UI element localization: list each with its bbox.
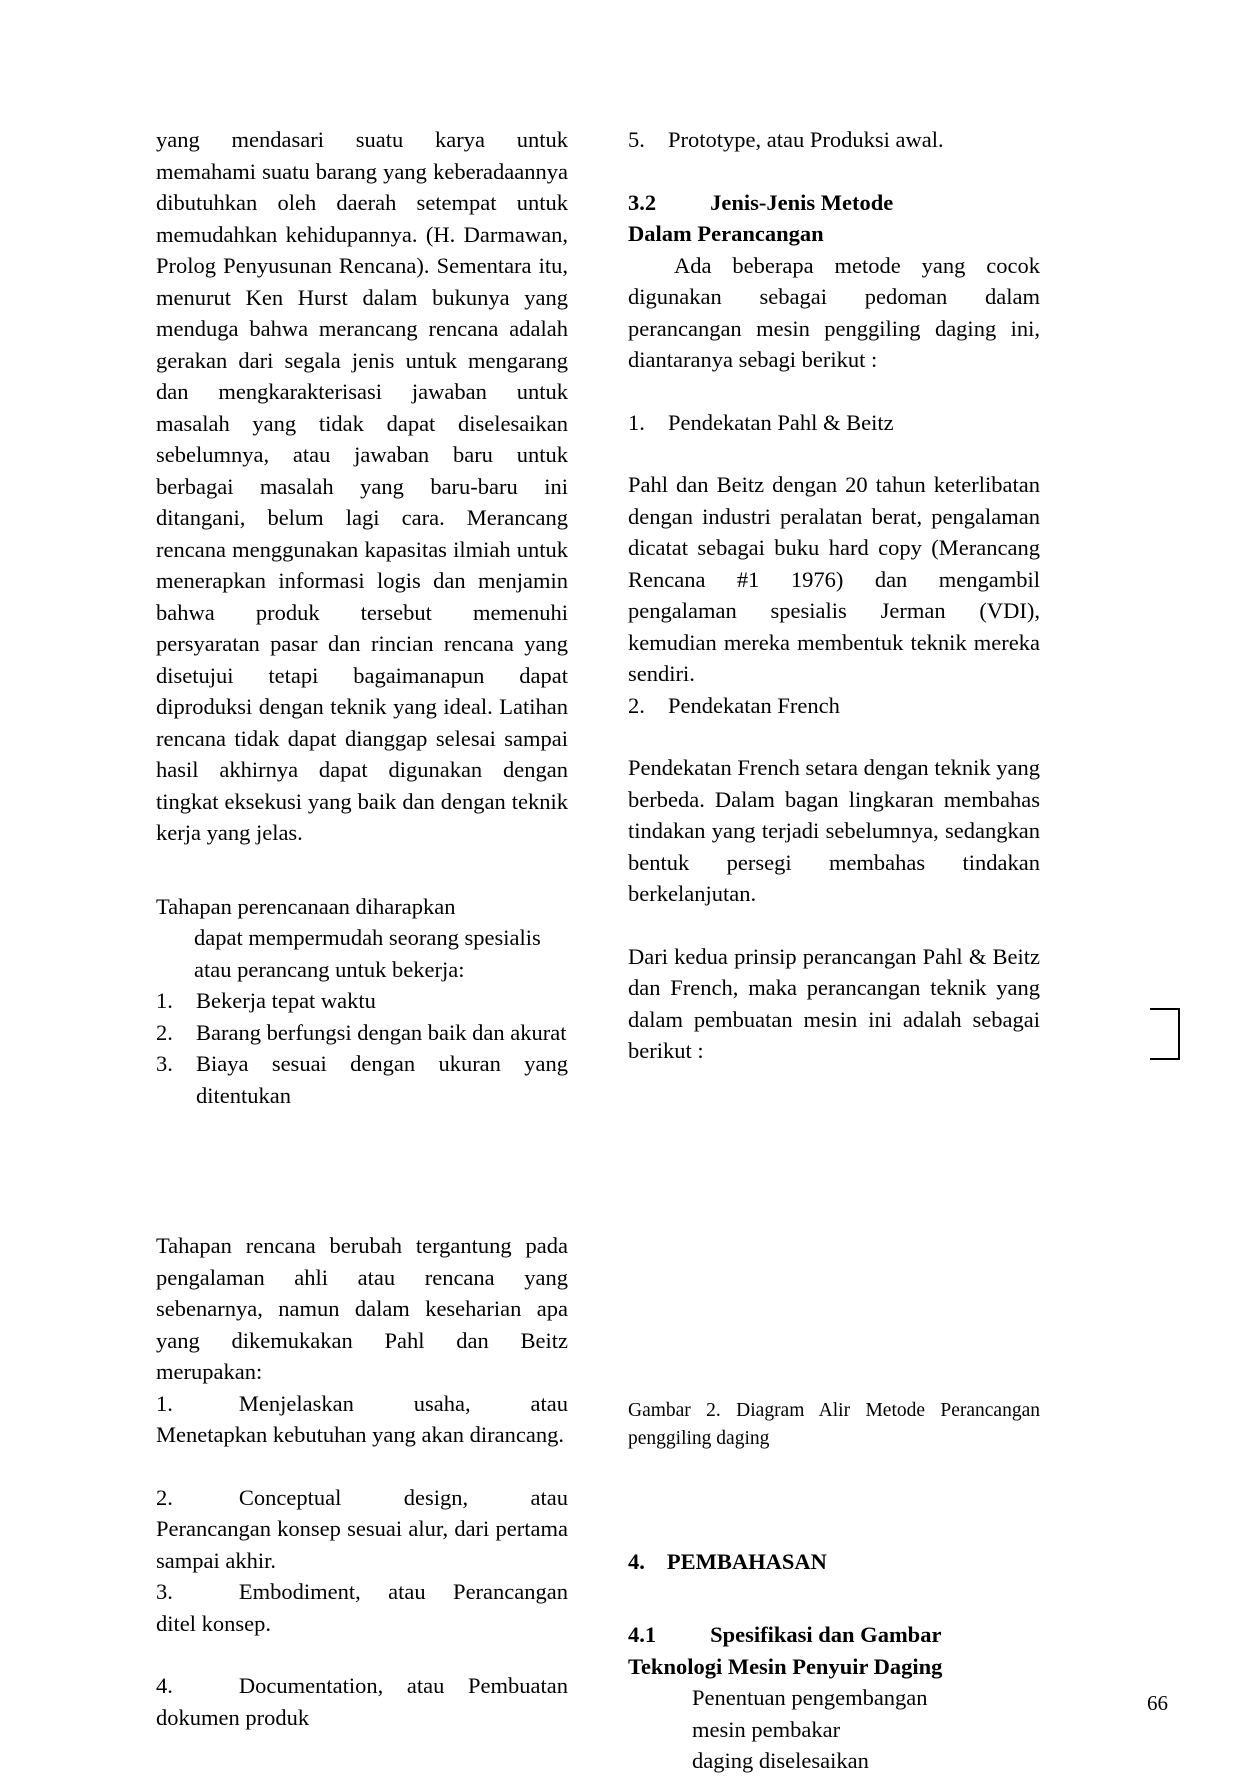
right-column [628,124,1040,1777]
list-item-number: 2. [156,1019,173,1045]
section-heading-4 [628,1546,1040,1578]
list-item-number: 5. [628,127,645,152]
spacer [628,376,1040,407]
spacer [156,849,568,891]
list-item-text: Pendekatan French [668,692,840,718]
spacer [628,156,1040,187]
pahl-step-1-number: 1. [156,1390,173,1416]
spacer [628,1515,1040,1546]
french-paragraph: Pendekatan French setara dengan teknik yang berbeda. Dalam bagan lingkaran membahas tindakan yang terjadi sebelumnya, sedangkan bentuk persegi membahas tindakan berkelanjutan. [628,755,1040,906]
pahl-step-4-text: Documentation, atau Pembuatan dokumen produk [156,1673,568,1730]
list-item-number: 1. [628,409,645,435]
section-number: 4. [628,1548,645,1574]
figure-caption: Gambar 2. Diagram Alir Metode Perancangan penggiling daging [628,1399,1040,1449]
method-1-row [628,407,1040,439]
list-item [628,407,1040,439]
section-heading-4-1 [628,1619,1040,1682]
list-item-text: Pendekatan Pahl & Beitz [668,409,894,435]
tahapan-intro-line-2: dapat mempermudah seorang spesialis [194,925,541,950]
spacer [156,1451,568,1482]
tahapan-list [156,985,568,1111]
final-text-block [628,1682,1040,1777]
metode-intro-paragraph: Ada beberapa metode yang cocok digunakan sebagai pedoman dalam perancangan mesin penggiling daging ini, diantaranya sebagi berikut : [628,252,1040,372]
list-item-text: Bekerja tepat waktu [196,988,376,1013]
tahapan-rencana-paragraph: Tahapan rencana berubah tergantung pada pengalaman ahli atau rencana yang sebenarnya, namun dalam keseharian apa yang dikemukakan Pahl dan Beitz merupakan: [156,1233,568,1384]
section-title-line-1: Jenis-Jenis Metode [710,189,894,215]
pahl-step-1-text: Menjelaskan usaha, atau Menetapkan kebutuhan yang akan dirancang. [156,1390,568,1447]
section-heading-3-2 [628,187,1040,250]
list-item [156,985,568,1017]
paragraph-continued: yang mendasari suatu karya untuk memahami suatu barang yang keberadaannya dibutuhkan oleh daerah setempat untuk memudahkan kehidupannya. (H. Darmawan, Prolog Penyusunan Rencana). Sementara itu, menurut Ken Hurst dalam bukunya yang menduga bahwa merancang rencana adalah gerakan dari segala jenis untuk mengarang dan mengkarakterisasi jawaban untuk masalah yang tidak dapat diselesaikan sebelumnya, atau jawaban baru untuk berbagai masalah yang baru-baru ini ditangani, belum lagi cara. Merancang rencana menggunakan kapasitas ilmiah untuk menerapkan informasi logis dan menjamin bahwa produk tersebut memenuhi persyaratan pasar dan rincian rencana yang disetujui tetapi bagaimanapun dapat diproduksi dengan teknik yang ideal. Latihan rencana tidak dapat dianggap selesai sampai hasil akhirnya dapat digunakan dengan tingkat eksekusi yang baik dan dengan teknik kerja yang jelas. [156,127,568,845]
final-line-3: daging diselesaikan [692,1748,869,1773]
final-line-2: mesin pembakar [692,1716,841,1742]
spacer [628,1577,1040,1619]
spacer [628,910,1040,941]
pahl-step-3 [156,1576,568,1639]
section-heading-3-2-line-1 [628,187,1040,219]
spacer [156,1639,568,1670]
page-number: 66 [1147,1691,1168,1715]
page-corner-mark [1150,1008,1180,1060]
pahl-step-3-text: Embodiment, atau Perancangan ditel konsep. [156,1579,568,1636]
pahl-step-2-text: Conceptual design, atau Perancangan konsep sesuai alur, dari pertama sampai akhir. [156,1484,568,1573]
tahapan-intro-block [156,891,568,986]
spacer [628,1453,1040,1515]
pahl-beitz-paragraph: Pahl dan Beitz dengan 20 tahun keterlibatan dengan industri peralatan berat, pengalaman dicatat sebagai buku hard copy (Merancang Rencana #1 1976) dan mengambil pengalaman spesialis Jerman (VDI), kemudian mereka membentuk teknik mereka sendiri. [628,472,1040,686]
list-item [156,1048,568,1111]
final-line-1: Penentuan pengembangan [692,1685,928,1710]
tahapan-intro-line-3: atau perancang untuk bekerja: [194,956,465,982]
pahl-step-2 [156,1482,568,1577]
section-title-line-2: Teknologi Mesin Penyuir Daging [628,1653,943,1679]
list-item-text: Prototype, atau Produksi awal. [668,127,944,152]
pahl-step-2-number: 2. [156,1484,173,1510]
method-2-row [628,690,1040,722]
list-item-text: Biaya sesuai dengan ukuran yang ditentukan [196,1051,568,1108]
left-column [156,124,568,1733]
list-item-number: 3. [156,1051,173,1076]
list-item [628,690,1040,722]
spacer [156,1111,568,1199]
kesimpulan-paragraph: Dari kedua prinsip perancangan Pahl & Beitz dan French, maka perancangan teknik yang dalam pembuatan mesin ini adalah sebagai berikut : [628,943,1040,1063]
list-item-number: 1. [156,988,173,1013]
spacer [156,1199,568,1230]
section-number: 4.1 [628,1622,657,1647]
pahl-step-3-number: 3. [156,1579,173,1604]
section-number: 3.2 [628,189,657,215]
section-title: PEMBAHASAN [666,1548,827,1574]
pahl-step-1 [156,1388,568,1451]
two-column-body [156,124,1040,1777]
section-title-line-2: Dalam Perancangan [628,221,824,246]
step-five-row [628,124,1040,156]
list-item [628,124,1040,156]
spacer [628,721,1040,752]
list-item-number: 2. [628,692,645,718]
list-item-text: Barang berfungsi dengan baik dan akurat [196,1019,567,1045]
spacer [628,438,1040,469]
section-heading-4-1-line-1 [628,1619,1040,1651]
figure-placeholder [628,1067,1040,1397]
pahl-step-4-number: 4. [156,1673,173,1698]
pahl-step-4 [156,1670,568,1733]
list-item [156,1017,568,1049]
section-title-line-1: Spesifikasi dan Gambar [710,1622,942,1647]
tahapan-intro-line-1: Tahapan perencanaan diharapkan [156,893,456,919]
